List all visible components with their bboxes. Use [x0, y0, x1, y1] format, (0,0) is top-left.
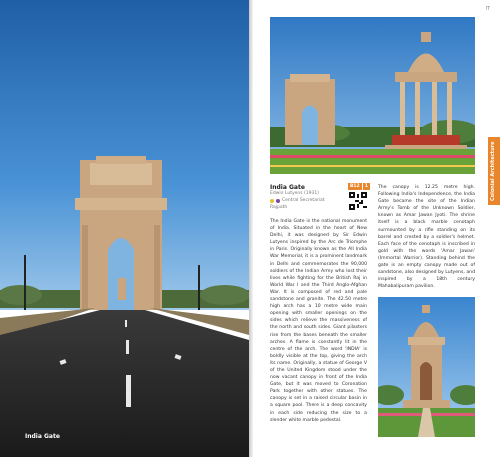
entry-architect: Edwin Lutyens (1931) — [270, 191, 319, 196]
canopy-portrait-photo — [378, 297, 475, 437]
entry-body-column-2: The canopy is 12.25 metre high. Following India's Independence, the India Gate became the site of the Indian Army's Tomb of the Unknown Soldier, known as Amar Jawan Jyoti. The shrine itself is a black marble cenotaph surmounted by a rifle standing on its barrel and crested by a soldier's helmet. Each face of the cenotaph is inscribed in gold with the words 'Amar Jawan' (Immortal Warrior). Standing behind the gate is an empty canopy made out of sandstone, also designed by Lutyens, and inspired by a 18th century Mahabalipuram pavilion. — [378, 185, 475, 290]
metro-line-icon — [276, 199, 280, 203]
metro-line-icon — [270, 199, 274, 203]
canopy-photo — [270, 17, 475, 174]
map-reference — [348, 183, 370, 190]
section-tab-label: Colonial Architecture — [490, 141, 496, 201]
entry-location: Rajpath — [270, 205, 288, 210]
right-page — [253, 0, 500, 457]
entry-metro — [270, 198, 325, 203]
map-page-ref: 1 — [364, 184, 368, 189]
left-page — [0, 0, 249, 457]
photo-caption: India Gate — [25, 433, 60, 440]
map-grid-ref: B12 — [350, 184, 360, 189]
page-number: IT — [485, 6, 490, 12]
india-gate-photo — [0, 0, 249, 457]
metro-station: Central Secretariat — [282, 198, 325, 203]
qr-code-icon — [349, 192, 367, 210]
entry-body-column-1: The India Gate is the national monument of India. Situated in the heart of New Delhi, it was designed by Sir Edwin Lutyens inspired by the Arc de Triomphe in Paris. Originally known as the All India War Memorial, it is a prominent landmark in Delhi and commemorates the 90,000 soldiers of the Indian Army who lost their lives while fighting for the British Raj in World War I and the Third Anglo-Afghan War. It is composed of red and pale sandstone and granite. The 42.50 metre high arch has a 10 metre wide main opening with smaller openings on the sides which relieve the massiveness of the north and south sides. Giant pilasters rise from the bases beneath the smaller arches. A flame is constantly lit in the centre of the arch. The word 'INDIA' is boldly visible at the top, giving the arch its name. Originally, a statue of George V of the United Kingdom stood under the now vacant canopy in front of the India Gate, but it was moved to Coronation Park together with other statues. The canopy is set in a raised circular basin in a square pool. There is a deep concavity in each side reducing the size to a slender white marble pedestal. — [270, 219, 367, 423]
entry-title: India Gate — [270, 184, 305, 191]
